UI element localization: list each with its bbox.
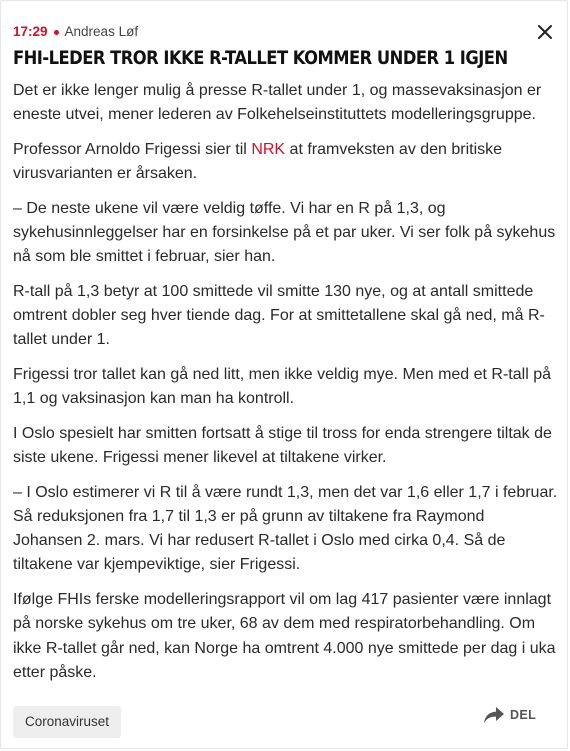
article-paragraph: Ifølge FHIs ferske modelleringsrapport vil om lag 417 pasienter være innlagt på norske sykehus om tre uker, 68 av dem med respiratorbehandling. Om ikke R-tallet går ned, kan Norge ha omtrent 4.000 nye smittede per dag i uka etter påske. [13, 591, 556, 681]
article-paragraph: R-tall på 1,3 betyr at 100 smittede vil smitte 130 nye, og at antall smittede omtrent dobler seg hver tiende dag. For at smittetallene skal gå ned, må R-tallet under 1. [13, 282, 545, 349]
paragraph-text: at framveksten av den britiske virusvarianten er årsaken. [13, 140, 503, 183]
nrk-link[interactable]: NRK [251, 140, 286, 158]
topic-tag-button[interactable]: Coronaviruset [13, 706, 121, 738]
close-icon [534, 21, 556, 43]
article-author: Andreas Løf [64, 24, 139, 39]
article-body [13, 79, 558, 695]
share-arrow-icon [483, 706, 505, 724]
article-paragraph: Det er ikke lenger mulig å presse R-tallet under 1, og massevaksinasjon er eneste utvei, mener lederen av Folkehelseinstituttets modelleringsgruppe. [13, 82, 542, 124]
article-paragraph: – De neste ukene vil være veldig tøffe. Vi har en R på 1,3, og sykehusinnleggelser har en forsinkelse på et par uker. Vi ser folk på sykehus nå som ble smittet i februar, sier han. [13, 199, 556, 266]
article-paragraph [13, 138, 558, 186]
article-time: 17:29 [13, 24, 48, 39]
article-paragraph: Frigessi tror tallet kan gå ned litt, men ikke veldig mye. Men med et R-tall på 1,1 og vaksinasjon kan man ha kontroll. [13, 366, 551, 408]
bullet-dot-icon [54, 30, 59, 35]
share-button[interactable] [483, 704, 536, 726]
share-label: DEL [510, 708, 537, 722]
article-headline: FHI-LEDER TROR IKKE R-TALLET KOMMER UNDER 1 IGJEN [13, 47, 508, 69]
close-button[interactable] [534, 21, 556, 43]
article-paragraph: I Oslo spesielt har smitten fortsatt å stige til tross for enda strengere tiltak de siste ukene. Frigessi mener likevel at tiltakene virker. [13, 424, 552, 467]
article-paragraph: – I Oslo estimerer vi R til å være rundt 1,3, men det var 1,6 eller 1,7 i februar. Så reduksjonen fra 1,7 til 1,3 er på grunn av tiltakene fra Raymond Johansen 2. mars. Vi har redusert R-tallet i Oslo med cirka 0,4. Så de tiltakene var kjempeviktige, sier Frigessi. [13, 483, 558, 574]
article-meta [13, 23, 138, 41]
paragraph-text: Professor Arnoldo Frigessi sier til [13, 140, 252, 158]
